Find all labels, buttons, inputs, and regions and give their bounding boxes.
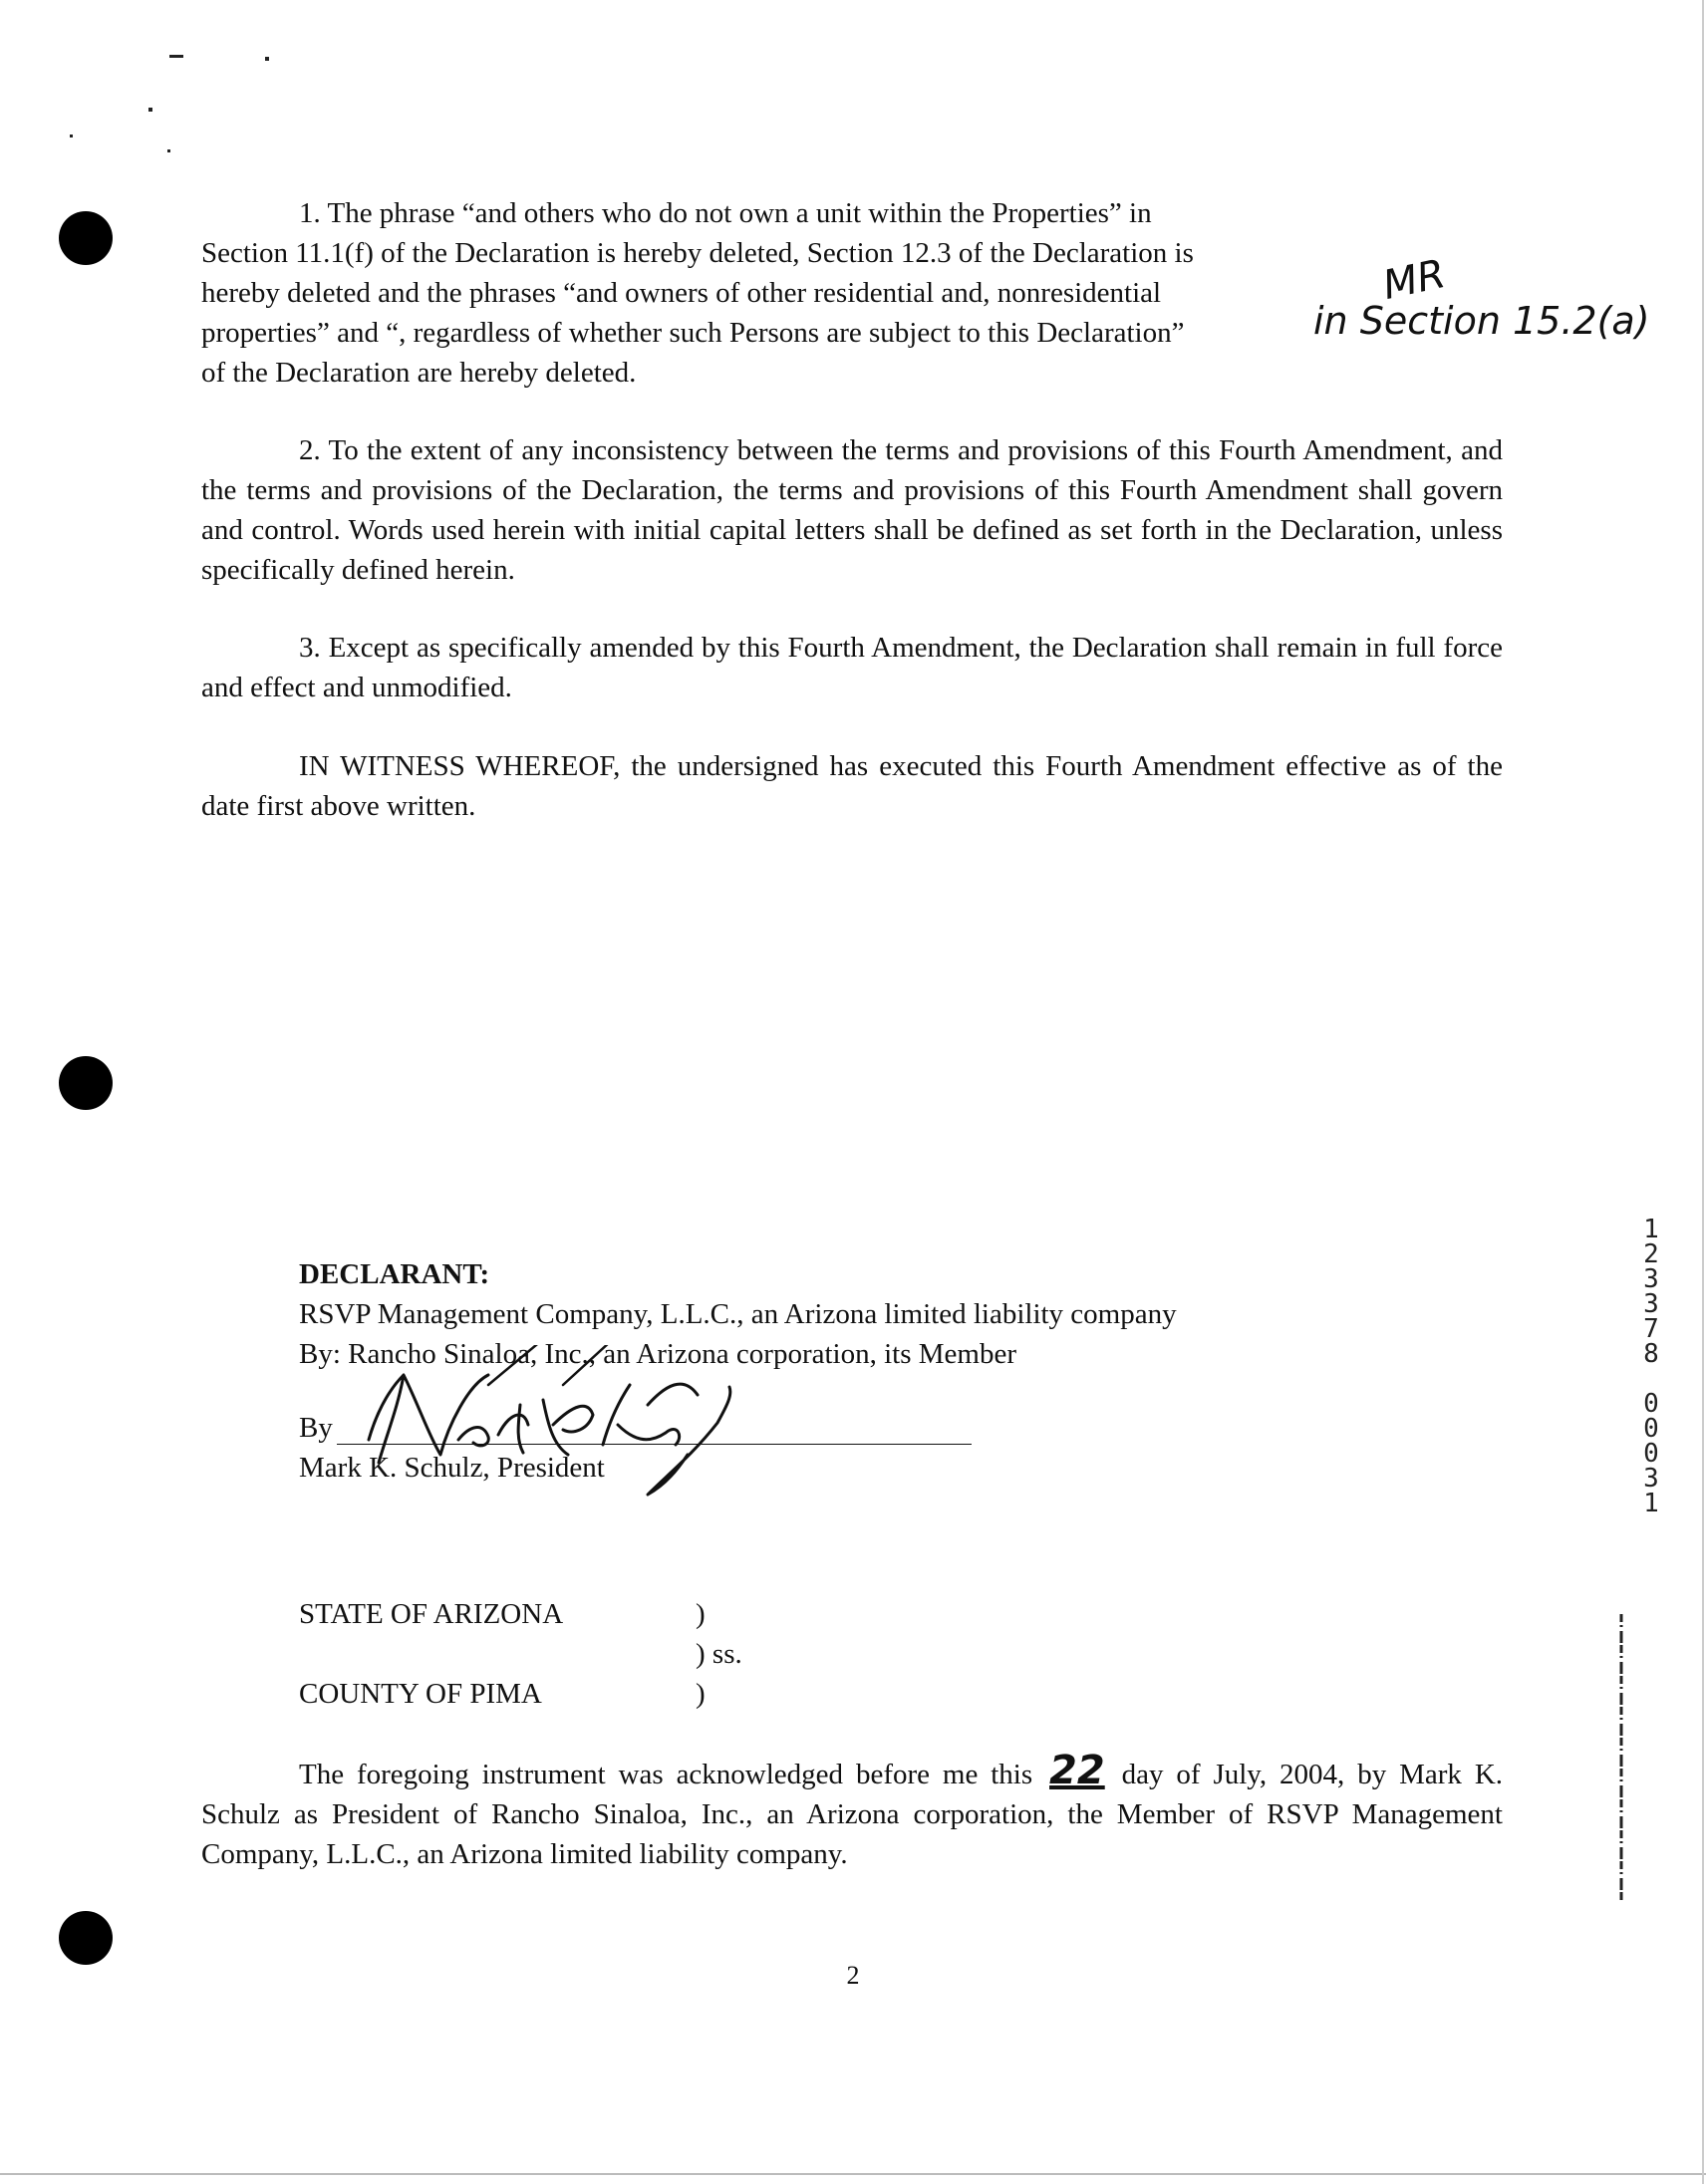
- paragraph-4-text: IN WITNESS WHEREOF, the undersigned has executed this Fourth Amendment effective as of the date first above written.: [201, 750, 1503, 822]
- declarant-member: By: Rancho Sinaloa, Inc., an Arizona corporation, its Member: [299, 1338, 1016, 1370]
- recording-number-digit: 7: [1643, 1314, 1659, 1344]
- acknowledgment-paragraph: [201, 1748, 1504, 1874]
- scan-speck: [148, 108, 152, 112]
- declarant-heading: DECLARANT:: [299, 1258, 490, 1290]
- ack-text-after: day of July, 2004, by Mark K. Schulz as President of Rancho Sinaloa, Inc., an Arizona corporation, the Member of RSVP Management Company, L.L.C., an Arizona limited liability company.: [201, 1759, 1504, 1870]
- ack-text-before: The foregoing instrument was acknowledged before me this: [299, 1759, 1033, 1790]
- recording-number: [1636, 1215, 1666, 1518]
- recording-number-digit: 3: [1643, 1289, 1659, 1319]
- punch-hole-bottom: [59, 1911, 113, 1965]
- paragraph-1-line: hereby deleted and the phrases “and owners of other residential and, nonresidential: [201, 277, 1162, 309]
- paragraph-4: [201, 746, 1503, 826]
- declarant-company: RSVP Management Company, L.L.C., an Arizona limited liability company: [299, 1298, 1177, 1330]
- recording-number-digit: 1: [1643, 1215, 1659, 1244]
- handwritten-initials: MR: [1378, 251, 1450, 309]
- paragraph-1-line: of the Declaration are hereby deleted.: [201, 357, 637, 389]
- venue-paren: ): [696, 1678, 706, 1710]
- scan-edge-artifact: [1617, 1614, 1625, 1903]
- scan-speck: [169, 55, 183, 58]
- paragraph-2: [201, 430, 1503, 590]
- handwritten-signature: [349, 1345, 787, 1504]
- signer-name: Mark K. Schulz, President: [299, 1452, 605, 1484]
- scan-speck: [70, 135, 73, 137]
- county-label: COUNTY OF PIMA: [299, 1678, 542, 1710]
- handwritten-insertion: in Section 15.2(a): [1313, 299, 1650, 343]
- paragraph-1-line: properties” and “, regardless of whether such Persons are subject to this Declaration”: [201, 317, 1185, 349]
- recording-number-digit: 0: [1643, 1439, 1659, 1469]
- page-number: 2: [846, 1961, 860, 1990]
- scan-right-edge: [1702, 0, 1704, 2184]
- ss-label: ) ss.: [696, 1638, 742, 1670]
- punch-hole-middle: [59, 1056, 113, 1110]
- paragraph-1-line: Section 11.1(f) of the Declaration is hereby deleted, Section 12.3 of the Declaration is: [201, 237, 1194, 269]
- state-label: STATE OF ARIZONA: [299, 1598, 564, 1630]
- paragraph-2-text: 2. To the extent of any inconsistency between the terms and provisions of this Fourth Amendment, and the terms and provisions of the Declaration, the terms and provisions of this Fourth Amendment shall govern and control. Words used herein with initial capital letters shall be defined as set forth in the Declaration, unless specifically defined herein.: [201, 434, 1503, 586]
- recording-number-digit: 2: [1643, 1239, 1659, 1269]
- recording-number-digit: 1: [1643, 1489, 1659, 1518]
- scan-speck: [167, 149, 170, 152]
- paragraph-1: [201, 193, 1194, 393]
- notary-venue: [299, 1594, 742, 1714]
- recording-number-digit: 3: [1643, 1464, 1659, 1494]
- by-label: By: [299, 1412, 333, 1444]
- handwritten-day: 22: [1049, 1748, 1105, 1793]
- recording-number-digit: 0: [1643, 1414, 1659, 1444]
- recording-number-digit: 3: [1643, 1264, 1659, 1294]
- recording-number-digit: 0: [1643, 1389, 1659, 1419]
- scan-bottom-edge: [0, 2173, 1706, 2175]
- venue-paren: ): [696, 1598, 706, 1630]
- scan-speck: [265, 57, 269, 61]
- punch-hole-top: [59, 211, 113, 265]
- paragraph-3: [201, 628, 1503, 707]
- paragraph-1-line: 1. The phrase “and others who do not own a unit within the Properties” in: [299, 197, 1152, 229]
- recording-number-digit: 8: [1643, 1339, 1659, 1369]
- paragraph-3-text: 3. Except as specifically amended by this Fourth Amendment, the Declaration shall remain in full force and effect and unmodified.: [201, 632, 1503, 703]
